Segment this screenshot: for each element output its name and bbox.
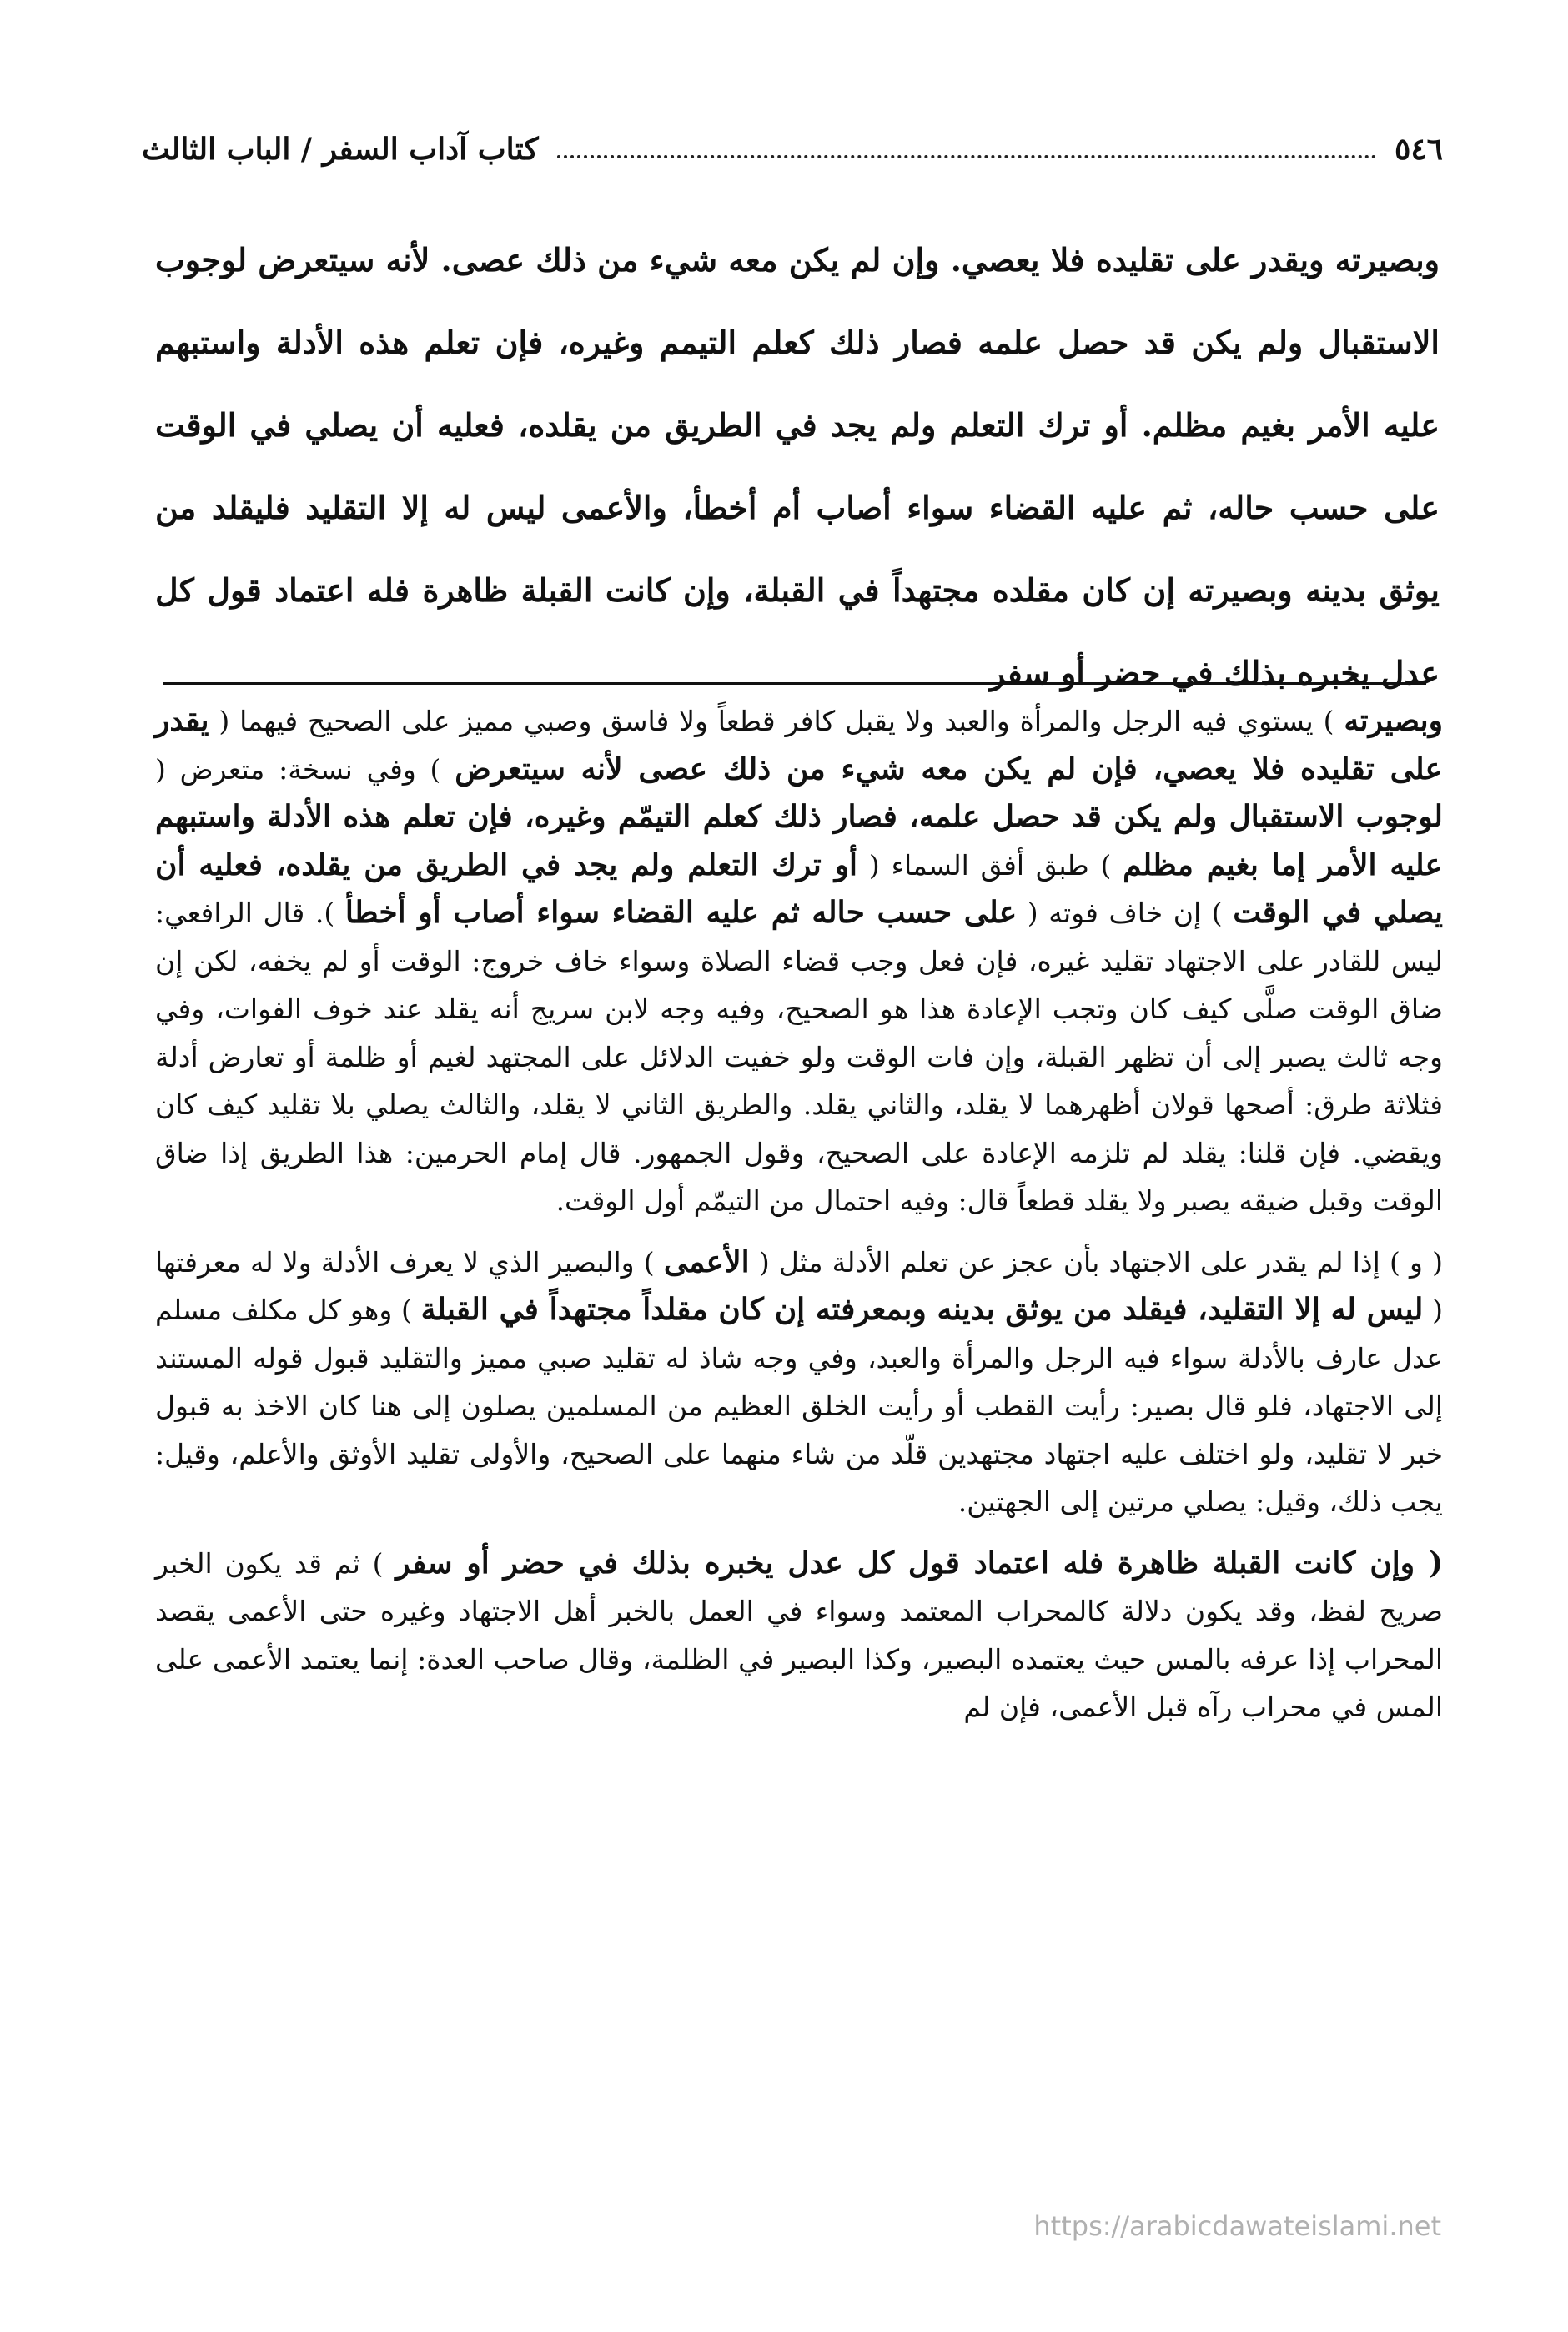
page-number: ٥٤٦ <box>1394 132 1443 167</box>
quoted-phrase: يقدر على تقليده فلا يعصي، فإن لم يكن معه شيء من ذلك عصى لأنه سيتعرض <box>155 703 1444 787</box>
commentary-text: ) ثم قد يكون الخبر صريح لفظ، وقد يكون دلالة كالمحراب المعتمد وسواء في العمل بالخبر أهل الاجتهاد وغيره حتى الأعمى يقصد المحراب إذا عرفه بالمس حيث يعتمده البصير، وكذا البصير في الظلمة، وقال صاحب العدة: إنما يعتمد الأعمى على المس في محراب رآه قبل الأعمى، فإن لم <box>155 1546 1443 1723</box>
commentary-text: ( و ) إذا لم يقدر على الاجتهاد بأن عجز عن تعلم الأدلة مثل ( <box>749 1245 1443 1279</box>
main-text: وبصيرته ويقدر على تقليده فلا يعصي. وإن لم يكن معه شيء من ذلك عصى. لأنه سيتعرض لوجوب الاستقبال ولم يكن قد حصل علمه فصار ذلك كعلم التيمم وغيره، فإن تعلم هذه الأدلة واستبهم عليه الأمر بغيم مظلم. أو ترك التعلم ولم يجد في الطريق من يقلده، فعليه أن يصلي في الوقت على حسب حاله، ثم عليه القضاء سواء أصاب أم أخطأ، والأعمى ليس له إلا التقليد فليقلد من يوثق بدينه وبصيرته إن كان مقلده مجتهداً في القبلة، وإن كانت القبلة ظاهرة فله اعتماد قول كل عدل يخبره بذلك في حضر أو سفر <box>155 241 1440 691</box>
commentary-text: ) والبصير الذي لا يعرف الأدلة ولا له معرفتها ( <box>155 1245 1443 1326</box>
quoted-phrase: لوجوب الاستقبال ولم يكن قد حصل علمه، فصار ذلك كعلم التيمّم وغيره، فإن تعلم هذه الأدلة واستبهم عليه الأمر إما بغيم مظلم <box>155 799 1443 882</box>
main-text-block <box>155 219 1440 714</box>
commentary-text: ) إن خاف فوته ( <box>1017 897 1234 929</box>
commentary-text: ) يستوي فيه الرجل والمرأة والعبد ولا يقبل كافر قطعاً ولا فاسق وصبي مميز على الصحيح فيهما ( <box>209 705 1344 737</box>
quoted-phrase: ليس له إلا التقليد، فيقلد من يوثق بدينه وبمعرفته إن كان مقلداً مجتهداً في القبلة <box>420 1292 1424 1327</box>
commentary-block <box>155 697 1443 1731</box>
quoted-phrase: على حسب حاله ثم عليه القضاء سواء أصاب أو أخطأ <box>344 895 1018 930</box>
footnote-divider <box>163 682 1426 685</box>
quoted-phrase: ( وإن كانت القبلة ظاهرة فله اعتماد قول كل عدل يخبره بذلك في حضر أو سفر <box>395 1545 1443 1581</box>
quoted-phrase: الأعمى <box>663 1244 750 1279</box>
header-dotted-leader <box>557 154 1376 158</box>
watermark-url: https://arabicdawateislami.net <box>1033 2210 1441 2242</box>
commentary-text: ) وفي نسخة: متعرض ( <box>155 752 455 786</box>
running-title: كتاب آداب السفر / الباب الثالث <box>142 132 539 167</box>
quoted-phrase: وبصيرته <box>1344 703 1443 738</box>
commentary-text: ). قال الرافعي: ليس للقادر على الاجتهاد تقليد غيره، فإن فعل وجب قضاء الصلاة وسواء خاف خروج: الوقت أو لم يخفه، لكن إن ضاق الوقت صلَّى كيف كان وتجب الإعادة هذا هو الصحيح، وفيه وجه لابن سريج أنه يقلد عند خوف الفوات، وفي وجه ثالث يصبر إلى أن تظهر القبلة، وإن فات الوقت ولو خفيت الدلائل على المجتهد لغيم أو ظلمة أو تعارض أدلة فثلاثة طرق: أصحها قولان أظهرهما لا يقلد، والثاني يقلد. والطريق الثاني لا يقلد، والثالث يصلي بلا تقليد كيف كان ويقضي. فإن قلنا: يقلد لم تلزمه الإعادة على الصحيح، وقول الجمهور. قال إمام الحرمين: هذا الطريق إذا ضاق الوقت وقبل ضيقه يصبر ولا يقلد قطعاً قال: وفيه احتمال من التيمّم أول الوقت. <box>155 897 1443 1217</box>
commentary-text: ) وهو كل مكلف مسلم عدل عارف بالأدلة سواء فيه الرجل والمرأة والعبد، وفي وجه شاذ له تقليد صبي مميز والتقليد قبول قوله المستند إلى الاجتهاد، فلو قال بصير: رأيت القطب أو رأيت الخلق العظيم من المسلمين يصلون إلى هنا كان الاخذ به قبول خبر لا تقليد، ولو اختلف عليه اجتهاد مجتهدين قلّد من شاء منهما على الصحيح، والأولى تقليد الأوثق والأعلم، وقيل: يجب ذلك، وقيل: يصلي مرتين إلى الجهتين. <box>155 1294 1443 1518</box>
commentary-text: ) طبق أفق السماء ( <box>857 848 1123 882</box>
page-header <box>142 117 1443 167</box>
commentary-paragraph-1 <box>155 697 1443 1225</box>
commentary-paragraph-2 <box>155 1239 1443 1526</box>
quoted-phrase: أو ترك التعلم ولم يجد في الطريق من يقلده، فعليه أن يصلي في الوقت <box>155 847 1444 930</box>
commentary-paragraph-3 <box>155 1540 1443 1731</box>
